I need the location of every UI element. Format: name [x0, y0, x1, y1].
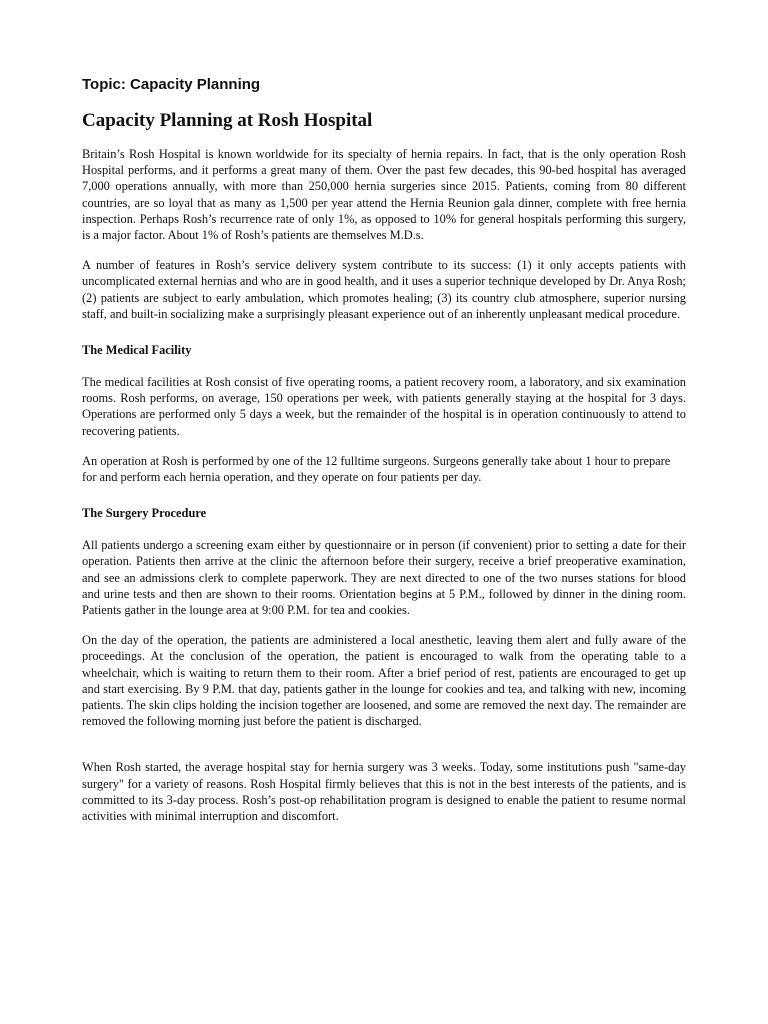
surgery-paragraph-2: On the day of the operation, the patients are administered a local anesthetic, leaving them alert and fully aware of the proceedings. At the conclusion of the operation, the patient is encouraged to walk from the operating table to a wheelchair, which is waiting to return them to their room. After a brief period of rest, patients are encouraged to get up and start exercising. By 9 P.M. that day, patients gather in the lounge for cookies and tea, and talking with new, incoming patients. The skin clips holding the incision together are loosened, and some are removed the next day. The remainder are removed the following morning just before the patient is discharged. [82, 633, 686, 729]
document-page [82, 76, 686, 838]
topic-heading: Topic: Capacity Planning [82, 76, 261, 93]
section-heading-medical-facility: The Medical Facility [82, 343, 192, 358]
intro-paragraph-1: Britain’s Rosh Hospital is known worldwide for its specialty of hernia repairs. In fact, that is the only operation Rosh Hospital performs, and it performs a great many of them. Over the past few decades, this 90-bed hospital has averaged 7,000 operations annually, with more than 250,000 hernia surgeries since 2015. Patients, coming from 80 different countries, are so loyal that as many as 1,500 per year attend the Hernia Reunion gala dinner, complete with free hernia inspection. Perhaps Rosh’s recurrence rate of only 1%, as opposed to 10% for general hospitals performing this surgery, is a major factor. About 1% of Rosh’s patients are themselves M.D.s. [82, 147, 686, 243]
medical-facility-paragraph-1: The medical facilities at Rosh consist of five operating rooms, a patient recovery room, a laboratory, and six examination rooms. Rosh performs, on average, 150 operations per week, with patients generally staying at the hospital for 3 days. Operations are performed only 5 days a week, but the remainder of the hospital is in operation continuously to attend to recovering patients. [82, 375, 686, 438]
medical-facility-paragraph-2: An operation at Rosh is performed by one of the 12 fulltime surgeons. Surgeons generally take about 1 hour to prepare for and perform each hernia operation, and they operate on four patients per day. [82, 453, 671, 485]
surgery-paragraph-3: When Rosh started, the average hospital stay for hernia surgery was 3 weeks. Today, some institutions push "same-day surgery" for a variety of reasons. Rosh Hospital firmly believes that this is not in the best interests of the patients, and is committed to its 3-day process. Rosh’s post-op rehabilitation program is designed to enable the patient to resume normal activities with minimal interruption and discomfort. [82, 760, 686, 824]
intro-paragraph-2: A number of features in Rosh’s service delivery system contribute to its success: (1) it only accepts patients with uncomplicated external hernias and who are in good health, and it uses a superior technique developed by Dr. Anya Rosh; (2) patients are subject to early ambulation, which promotes healing; (3) its country club atmosphere, superior nursing staff, and built-in socializing make a surprisingly pleasant experience out of an inherently unpleasant medical procedure. [82, 258, 686, 321]
section-heading-surgery-procedure: The Surgery Procedure [82, 506, 207, 521]
page-title: Capacity Planning at Rosh Hospital [82, 110, 373, 131]
surgery-paragraph-1: All patients undergo a screening exam either by questionnaire or in person (if convenient) prior to setting a date for their operation. Patients then arrive at the clinic the afternoon before their surgery, receive a brief preoperative examination, and see an admissions clerk to complete paperwork. They are next directed to one of the two nurses stations for blood and urine tests and then are shown to their rooms. Orientation begins at 5 P.M., followed by dinner in the dining room. Patients gather in the lounge area at 9:00 P.M. for tea and cookies. [82, 538, 686, 618]
